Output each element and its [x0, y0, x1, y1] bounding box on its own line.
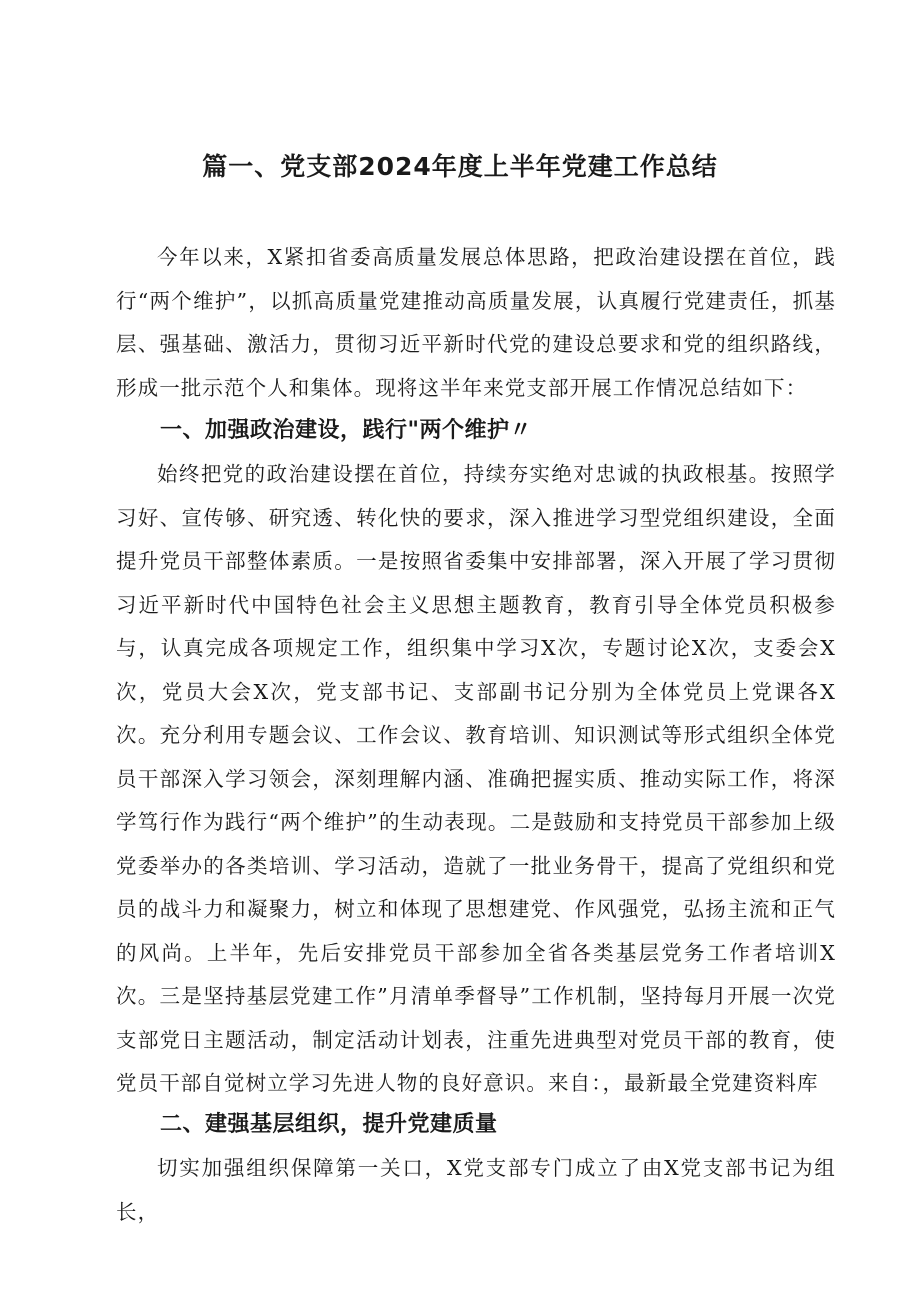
document-title: 篇一、党支部2024年度上半年党建工作总结 — [202, 152, 718, 181]
section-heading-1: 一、加强政治建设，践行"两个维护〃 — [160, 418, 532, 443]
section-heading-2: 二、建强基层组织，提升党建质量 — [160, 1112, 498, 1137]
intro-paragraph: 今年以来，X紧扣省委高质量发展总体思路，把政治建设摆在首位，践行“两个维护”，以抓高质量党建推动高质量发展，认真履行党建责任，抓基层、强基础、激活力，贯彻习近平新时代党的建设总要求和党的组织路线，形成一批示范个人和集体。现将这半年来党支部开展工作情况总结如下： — [116, 245, 836, 400]
section-body-1: 始终把党的政治建设摆在首位，持续夯实绝对忠诚的执政根基。按照学习好、宣传够、研究透、转化快的要求，深入推进学习型党组织建设，全面提升党员干部整体素质。一是按照省委集中安排部署，深入开展了学习贯彻习近平新时代中国特色社会主义思想主题教育，教育引导全体党员积极参与，认真完成各项规定工作，组织集中学习X次，专题讨论X次，支委会X次，党员大会X次，党支部书记、支部副书记分别为全体党员上党课各X次。充分利用专题会议、工作会议、教育培训、知识测试等形式组织全体党员干部深入学习领会，深刻理解内涵、准确把握实质、推动实际工作，将深学笃行作为践行“两个维护”的生动表现。二是鼓励和支持党员干部参加上级党委举办的各类培训、学习活动，造就了一批业务骨干，提高了党组织和党员的战斗力和凝聚力，树立和体现了思想建党、作风强党，弘扬主流和正气的风尚。上半年，先后安排党员干部参加全省各类基层党务工作者培训X次。三是坚持基层党建工作”月清单季督导”工作机制，坚持每月开展一次党支部党日主题活动，制定活动计划表，注重先进典型对党员干部的教育，使党员干部自觉树立学习先进人物的良好意识。来自：，最新最全党建资料库 — [116, 462, 836, 1095]
section-body-2: 切实加强组织保障第一关口，X党支部专门成立了由X党支部书记为组长， — [116, 1156, 836, 1224]
